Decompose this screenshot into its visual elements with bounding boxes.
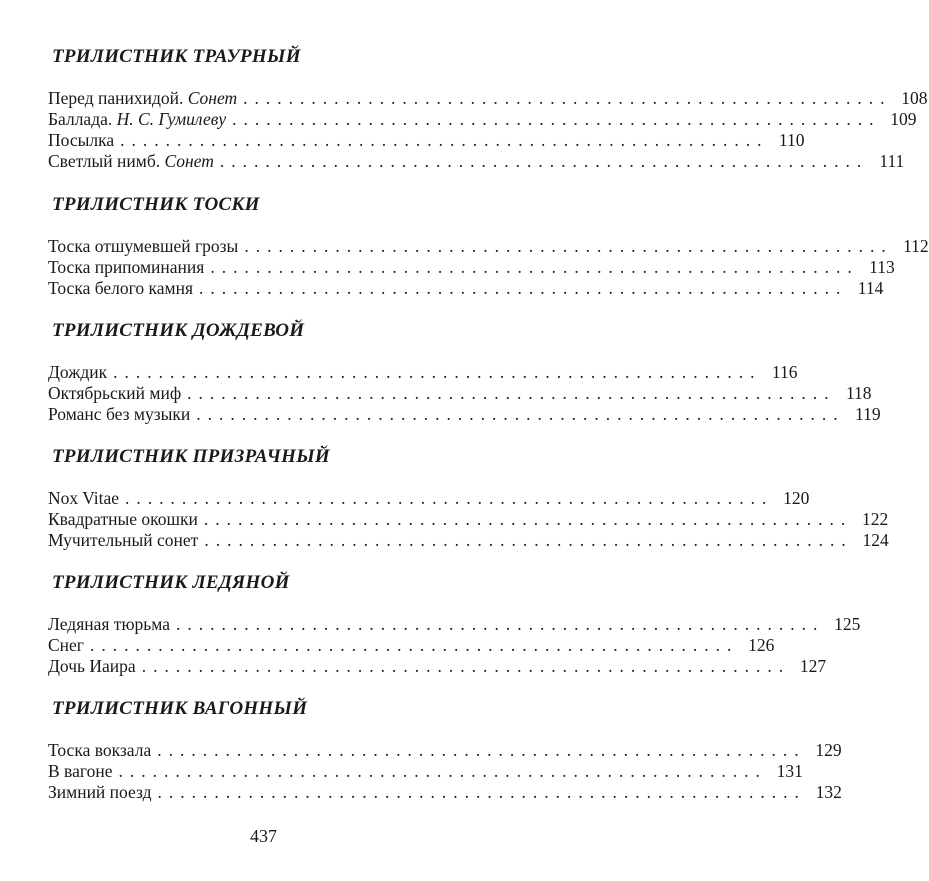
dot-leader: ......................................................... (219, 151, 869, 171)
entry-page-number: 131 (776, 761, 803, 781)
dot-leader: ......................................................... (187, 383, 836, 403)
entry-page-number: 124 (862, 530, 889, 550)
entry-page-number: 116 (771, 362, 798, 382)
entry-title: Мучительный сонет (48, 530, 199, 550)
dot-leader: ......................................................... (141, 656, 791, 676)
toc-entry (48, 488, 810, 509)
entry-page-number: 109 (890, 109, 917, 129)
section-title: ТРИЛИСТНИК ТОСКИ (52, 194, 260, 215)
entry-title: Дочь Иаира (48, 656, 136, 676)
dot-leader: ......................................................... (113, 362, 762, 382)
section-title: ТРИЛИСТНИК ПРИЗРАЧНЫЙ (52, 446, 331, 467)
section-title: ТРИЛИСТНИК ТРАУРНЫЙ (52, 46, 301, 67)
entry-title: Зимний поезд (48, 782, 152, 802)
toc-entry (48, 782, 842, 803)
entry-title-text: Перед панихидой. (48, 88, 184, 108)
dot-leader: ......................................................... (199, 278, 848, 298)
entry-page-number: 108 (901, 88, 928, 108)
section-entries (48, 362, 881, 425)
section-entries (48, 88, 928, 172)
dot-leader: ......................................................... (204, 530, 853, 550)
toc-entry (48, 509, 889, 530)
toc-entry (48, 740, 842, 761)
section-title: ТРИЛИСТНИК ДОЖДЕВОЙ (52, 320, 305, 341)
entry-page-number: 110 (778, 130, 805, 150)
entry-title (48, 109, 226, 130)
entry-page-number: 112 (903, 236, 929, 256)
entry-title-text: Светлый нимб. (48, 151, 161, 171)
entry-title: Тоска припоминания (48, 257, 205, 277)
entry-page-number: 113 (869, 257, 895, 277)
entry-page-number: 132 (815, 782, 842, 802)
entry-title: Тоска вокзала (48, 740, 152, 760)
toc-section (48, 571, 861, 677)
entry-title: Ледяная тюрьма (48, 614, 170, 634)
section-title: ТРИЛИСТНИК ВАГОННЫЙ (52, 698, 308, 719)
toc-entry (48, 151, 905, 172)
entry-page-number: 119 (855, 404, 881, 424)
entry-title: Тоска белого камня (48, 278, 193, 298)
entry-title (48, 130, 114, 151)
dot-leader: ......................................................... (120, 130, 769, 150)
entry-subtitle: Н. С. Гумилеву (116, 109, 227, 129)
toc-entry (48, 614, 861, 635)
toc-section (48, 697, 842, 803)
dot-leader: ......................................................... (196, 404, 845, 424)
entry-page-number: 120 (783, 488, 810, 508)
entry-title (48, 151, 214, 172)
toc-entry (48, 236, 929, 257)
entry-page-number: 126 (748, 635, 775, 655)
dot-leader: ......................................................... (210, 257, 859, 277)
dot-leader: ......................................................... (203, 509, 853, 529)
dot-leader: ......................................................... (157, 782, 806, 802)
dot-leader: ......................................................... (175, 614, 825, 634)
entry-title: Nox Vitae (48, 488, 120, 508)
dot-leader: ......................................................... (125, 488, 774, 508)
entry-page-number: 122 (861, 509, 889, 529)
toc-entry (48, 130, 805, 151)
entry-page-number: 127 (799, 656, 827, 676)
dot-leader: ......................................................... (157, 740, 806, 760)
entry-page-number: 129 (815, 740, 842, 760)
dot-leader: ......................................................... (118, 761, 767, 781)
toc-entry (48, 656, 827, 677)
toc-section (48, 45, 928, 172)
entry-title: Снег (48, 635, 84, 655)
entry-title (48, 88, 237, 109)
toc-entry (48, 635, 775, 656)
section-entries (48, 740, 842, 803)
entry-title: В вагоне (48, 761, 113, 781)
dot-leader: ......................................................... (89, 635, 739, 655)
entry-page-number: 118 (845, 383, 872, 403)
toc-entry (48, 404, 881, 425)
page-number: 437 (250, 826, 277, 846)
toc-entry (48, 383, 872, 404)
toc-entry (48, 88, 928, 109)
dot-leader: ......................................................... (232, 109, 881, 129)
section-entries (48, 488, 889, 551)
entry-subtitle: Сонет (187, 88, 238, 108)
toc-entry (48, 278, 884, 299)
entry-title: Тоска отшумевшей грозы (48, 236, 239, 256)
toc-section (48, 193, 929, 299)
toc-entry (48, 257, 895, 278)
entry-title-text: Посылка (48, 130, 115, 150)
toc-entry (48, 530, 889, 551)
section-entries (48, 236, 929, 299)
entry-page-number: 114 (857, 278, 884, 298)
toc-section (48, 319, 881, 425)
entry-title: Октябрьский миф (48, 383, 182, 403)
entry-title: Дождик (48, 362, 108, 382)
toc-section (48, 445, 889, 551)
entry-subtitle: Сонет (164, 151, 214, 171)
entry-title: Квадратные окошки (48, 509, 198, 529)
section-title: ТРИЛИСТНИК ЛЕДЯНОЙ (52, 572, 290, 593)
toc-entry (48, 362, 798, 383)
dot-leader: ......................................................... (244, 236, 893, 256)
section-entries (48, 614, 861, 677)
toc-entry (48, 761, 803, 782)
dot-leader: ......................................................... (243, 88, 892, 108)
entry-page-number: 111 (879, 151, 905, 171)
toc-entry (48, 109, 917, 130)
entry-title-text: Баллада. (48, 109, 113, 129)
entry-page-number: 125 (834, 614, 861, 634)
entry-title: Романс без музыки (48, 404, 191, 424)
